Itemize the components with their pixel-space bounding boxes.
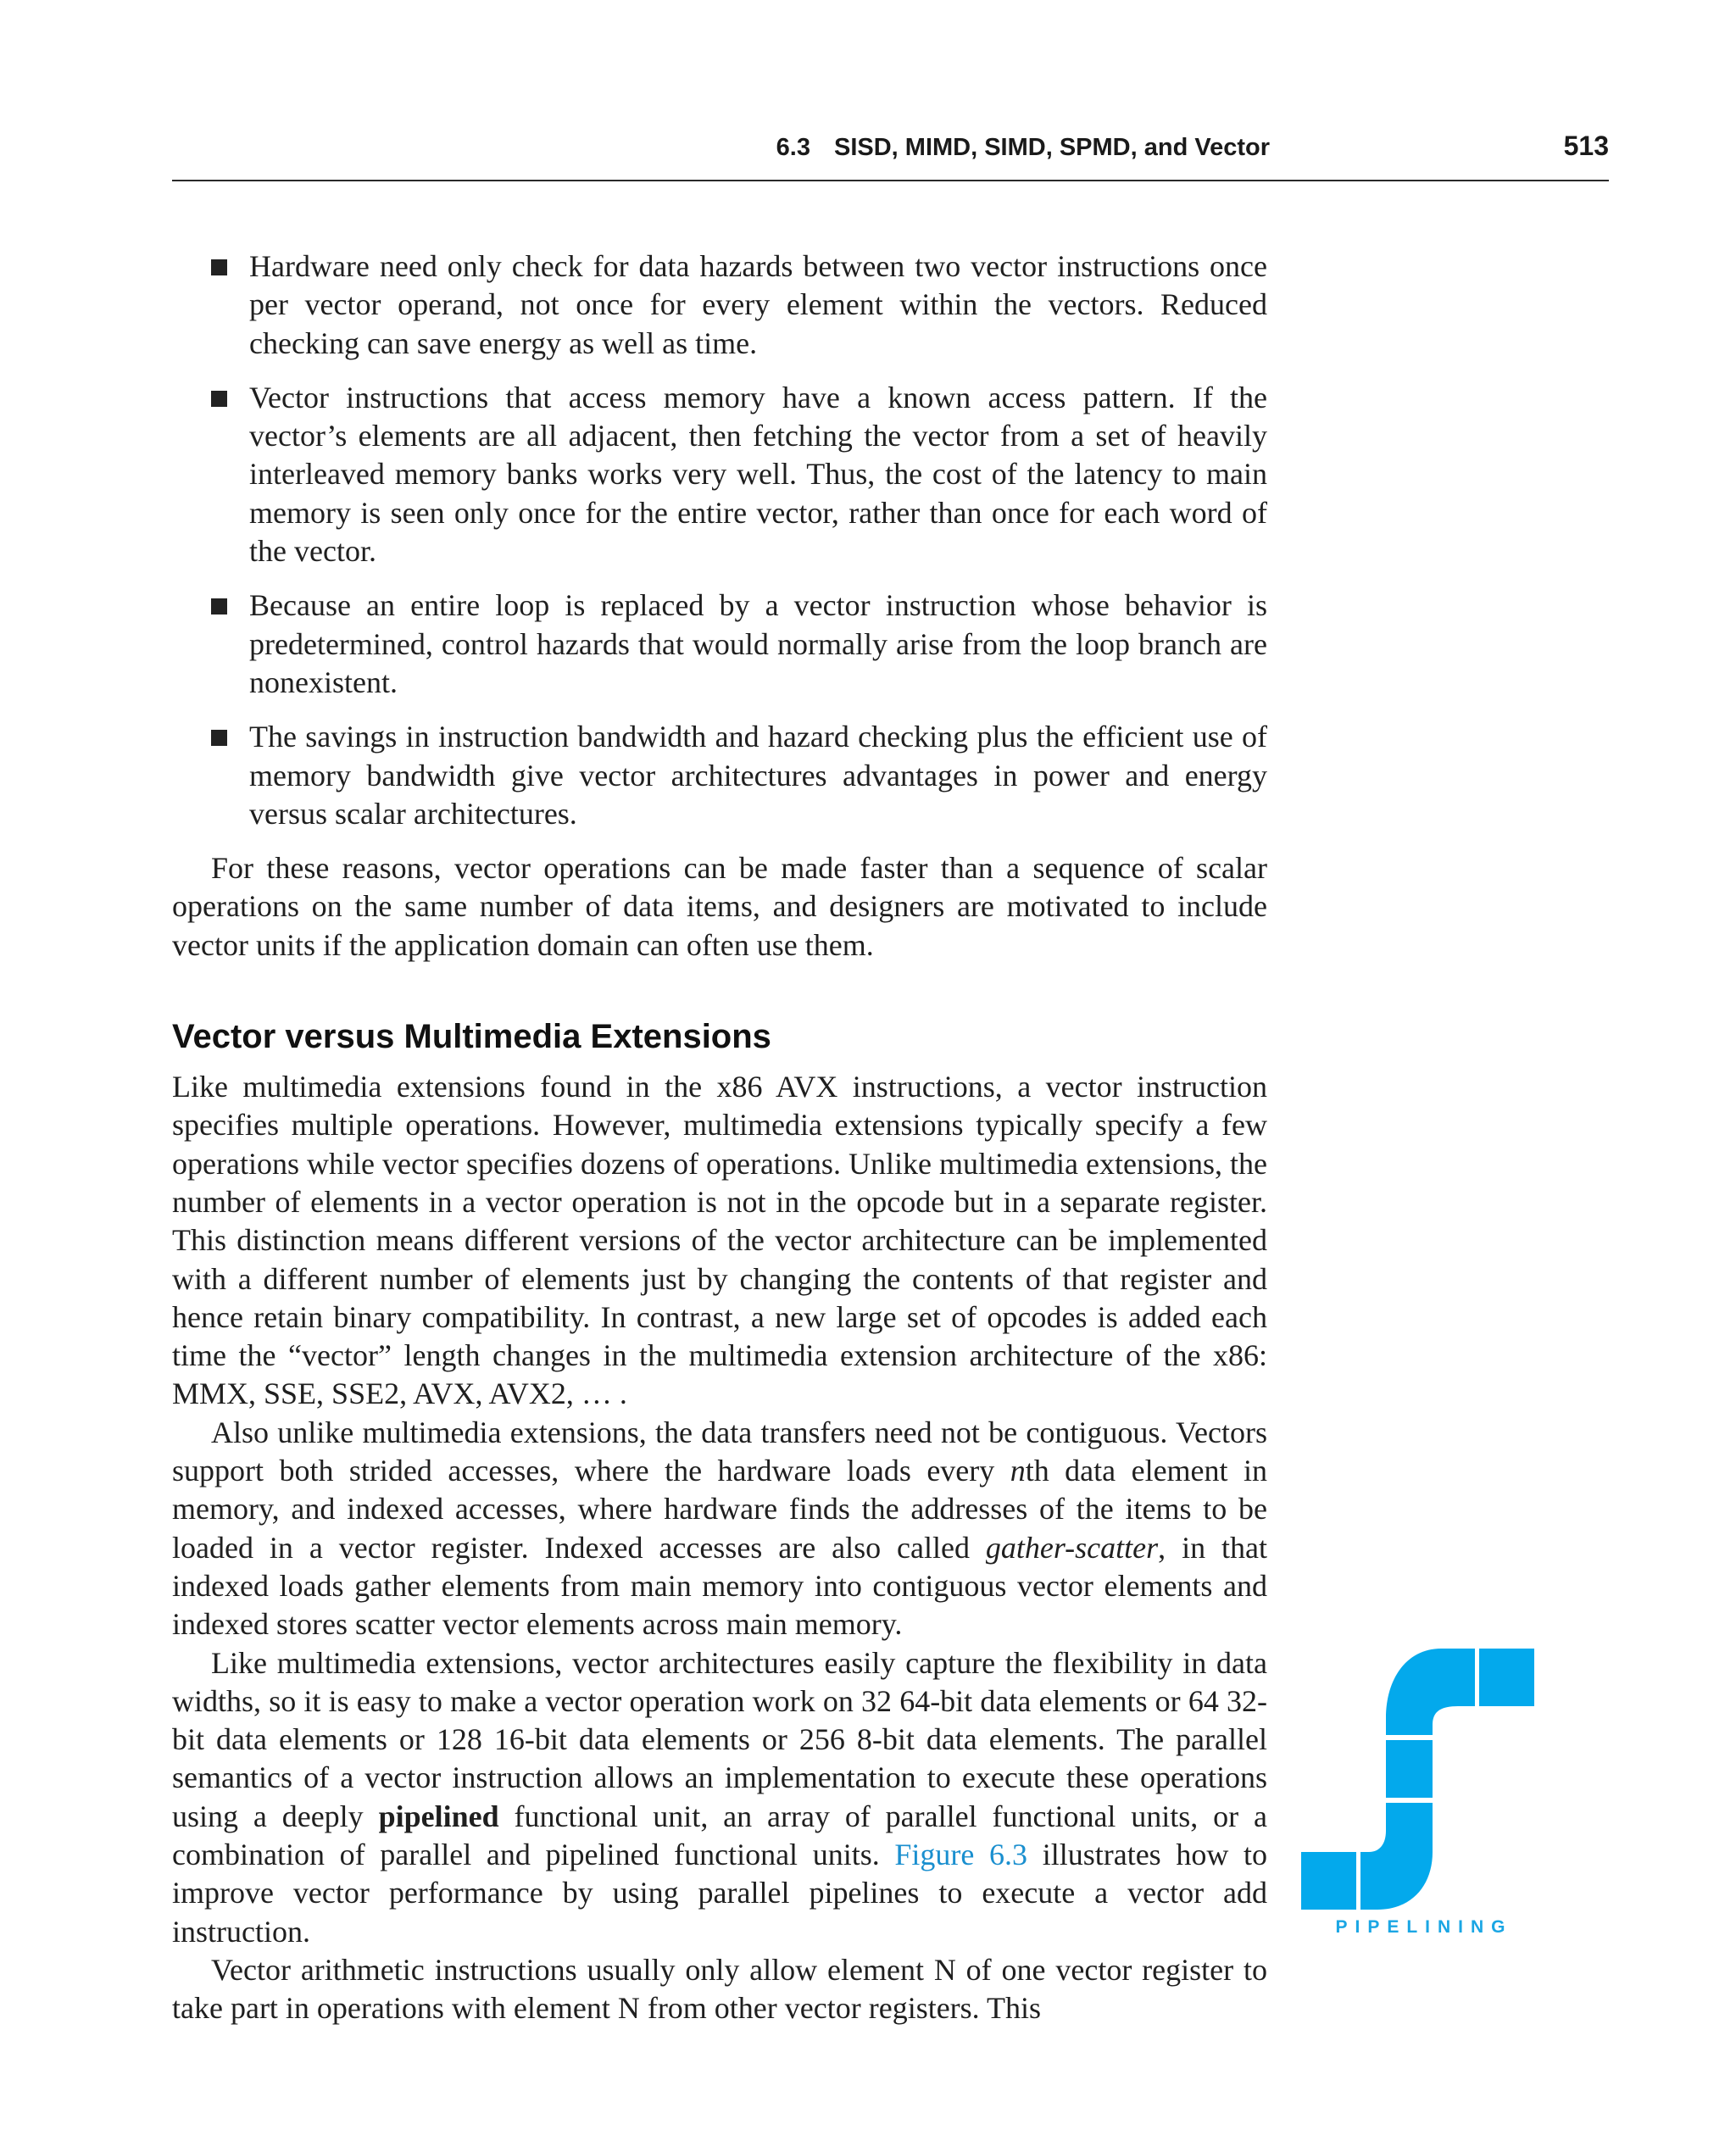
paragraph-element-n: Vector arithmetic instructions usually only allow element N of one vector register to take part in operations with element N from other vector registers. This bbox=[172, 1952, 1267, 2026]
paragraph-gather-scatter bbox=[172, 1414, 1267, 1644]
list-item bbox=[172, 379, 1267, 570]
section-number: 6.3 bbox=[776, 134, 810, 161]
section-title: SISD, MIMD, SIMD, SPMD, and Vector bbox=[833, 134, 1270, 161]
icon-square-bottom bbox=[1301, 1852, 1356, 1910]
text-run: Like multimedia extensions, vector architectures easily capture the flexibility in data widths, so it is easy to make a vector operation work on 32 64-bit data elements or 64 32-bit data elements or 128 16-bit data elements or 256 8-bit data elements. The parallel semantics of a vector instruction allows an implementation to execute these operations using a deeply bbox=[172, 1645, 1267, 1833]
figure-6-3-link[interactable]: Figure 6.3 bbox=[894, 1837, 1028, 1871]
reasons-paragraph: For these reasons, vector operations can be made faster than a sequence of scalar operations on the same number of data items, and designers are motivated to include vector units if the application domain can often use them. bbox=[172, 851, 1267, 962]
text-run: , in that indexed loads gather elements from main memory into contiguous vector elements and indexed stores scatter vector elements across main memory. bbox=[172, 1530, 1268, 1642]
icon-elbow-lower bbox=[1360, 1803, 1433, 1910]
italic-term-gather-scatter: gather-scatter bbox=[985, 1530, 1159, 1565]
list-item-text: Hardware need only check for data hazards between two vector instructions once per vector operand, not once for every element within the vectors. Reduced checking can save energy as well as time. bbox=[249, 249, 1267, 360]
page-number: 513 bbox=[1563, 131, 1609, 161]
icon-elbow-upper bbox=[1386, 1649, 1475, 1735]
pipelining-icon bbox=[1297, 1640, 1551, 1945]
text-run: functional unit, an array of parallel functional units, or a combination of parallel and pipelined functional units. bbox=[172, 1799, 1268, 1871]
pipelining-icon-shapes bbox=[1301, 1649, 1534, 1910]
list-item-text: Vector instructions that access memory have a known access pattern. If the vector’s elements are all adjacent, then fetching the vector from a set of heavily interleaved memory banks works very well. Thus, the cost of the latency to main memory is seen only once for the entire vector, rather than once for each word of the vector. bbox=[249, 380, 1267, 569]
text-run: th data element in memory, and indexed accesses, where hardware finds the addresses of the items to be loaded in a vector register. Indexed accesses are also called bbox=[172, 1454, 1267, 1565]
list-item-text: Because an entire loop is replaced by a vector instruction whose behavior is predetermined, control hazards that would normally arise from the loop branch are nonexistent. bbox=[249, 588, 1267, 699]
list-item bbox=[172, 718, 1267, 833]
bullet-square-icon bbox=[211, 730, 227, 746]
list-item bbox=[172, 247, 1267, 363]
text-run: Also unlike multimedia extensions, the data transfers need not be contiguous. Vectors support both strided accesses, where the hardware loads every bbox=[172, 1415, 1267, 1488]
section-title-header bbox=[776, 134, 1270, 162]
text-run: illustrates how to improve vector performance by using parallel pipelines to execute a vector add instruction. bbox=[172, 1837, 1267, 1949]
bold-term-pipelined: pipelined bbox=[378, 1799, 499, 1833]
icon-square-top bbox=[1479, 1649, 1534, 1706]
bullet-square-icon bbox=[211, 259, 227, 275]
paragraph-data-widths bbox=[172, 1644, 1267, 1951]
paragraph-multimedia: Like multimedia extensions found in the x86 AVX instructions, a vector instruction specifies multiple operations. However, multimedia extensions typically specify a few operations while vector specifies dozens of operations. Unlike multimedia extensions, the number of elements in a vector operation is not in the opcode but in a separate register. This distinction means different versions of the vector architecture can be implemented with a different number of elements just by changing the contents of that register and hence retain binary compatibility. In contrast, a new large set of opcodes is added each time the “vector” length changes in the multimedia extension architecture of the x86: MMX, SSE, SSE2, AVX, AVX2, … . bbox=[172, 1070, 1267, 1411]
body-text bbox=[172, 247, 1267, 2027]
margin-caption: PIPELINING bbox=[1335, 1917, 1513, 1937]
list-item-text: The savings in instruction bandwidth and hazard checking plus the efficient use of memory bandwidth give vector architectures advantages in power and energy versus scalar architectures. bbox=[249, 720, 1267, 831]
bullet-square-icon bbox=[211, 391, 227, 407]
italic-n: n bbox=[1010, 1454, 1026, 1488]
section-heading: Vector versus Multimedia Extensions bbox=[172, 1018, 771, 1056]
running-head bbox=[172, 127, 1609, 181]
advantage-list bbox=[172, 247, 1267, 833]
icon-pipe-middle bbox=[1386, 1740, 1433, 1798]
bullet-square-icon bbox=[211, 598, 227, 614]
list-item bbox=[172, 587, 1267, 702]
